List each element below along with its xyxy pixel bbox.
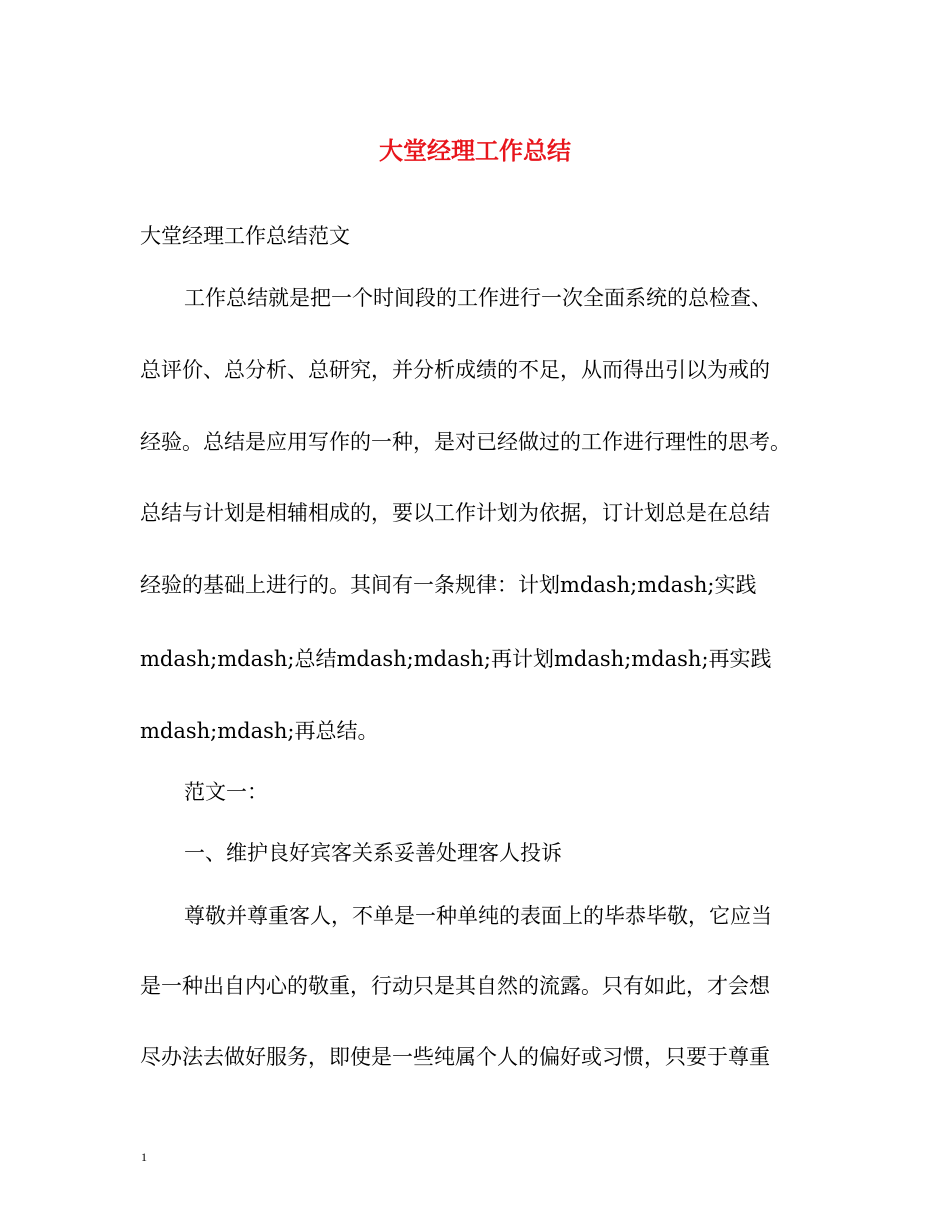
section-heading: 一、维护良好宾客关系妥善处理客人投诉	[184, 841, 562, 865]
paragraph-line: 是一种出自内心的敬重，行动只是其自然的流露。只有如此，才会想	[140, 974, 770, 998]
paragraph-line: 经验。总结是应用写作的一种，是对已经做过的工作进行理性的思考。	[140, 430, 791, 454]
paragraph-line: 工作总结就是把一个时间段的工作进行一次全面系统的总检查、	[184, 286, 772, 310]
page-number: 1	[141, 1150, 147, 1164]
section-label: 范文一：	[184, 780, 268, 804]
paragraph-line: 总结与计划是相辅相成的，要以工作计划为依据，订计划总是在总结	[140, 501, 770, 525]
document-title: 大堂经理工作总结	[379, 136, 571, 165]
paragraph-line: 尊敬并尊重客人，不单是一种单纯的表面上的毕恭毕敬，它应当	[184, 904, 772, 928]
paragraph-line: mdash;mdash;再总结。	[140, 719, 379, 743]
document-subtitle: 大堂经理工作总结范文	[140, 224, 350, 248]
paragraph-line: 经验的基础上进行的。其间有一条规律：计划mdash;mdash;实践	[140, 573, 757, 597]
paragraph-line: mdash;mdash;总结mdash;mdash;再计划mdash;mdash;再实践	[140, 647, 772, 671]
paragraph-line: 尽办法去做好服务，即使是一些纯属个人的偏好或习惯，只要于尊重	[140, 1045, 770, 1069]
paragraph-line: 总评价、总分析、总研究，并分析成绩的不足，从而得出引以为戒的	[140, 358, 770, 382]
